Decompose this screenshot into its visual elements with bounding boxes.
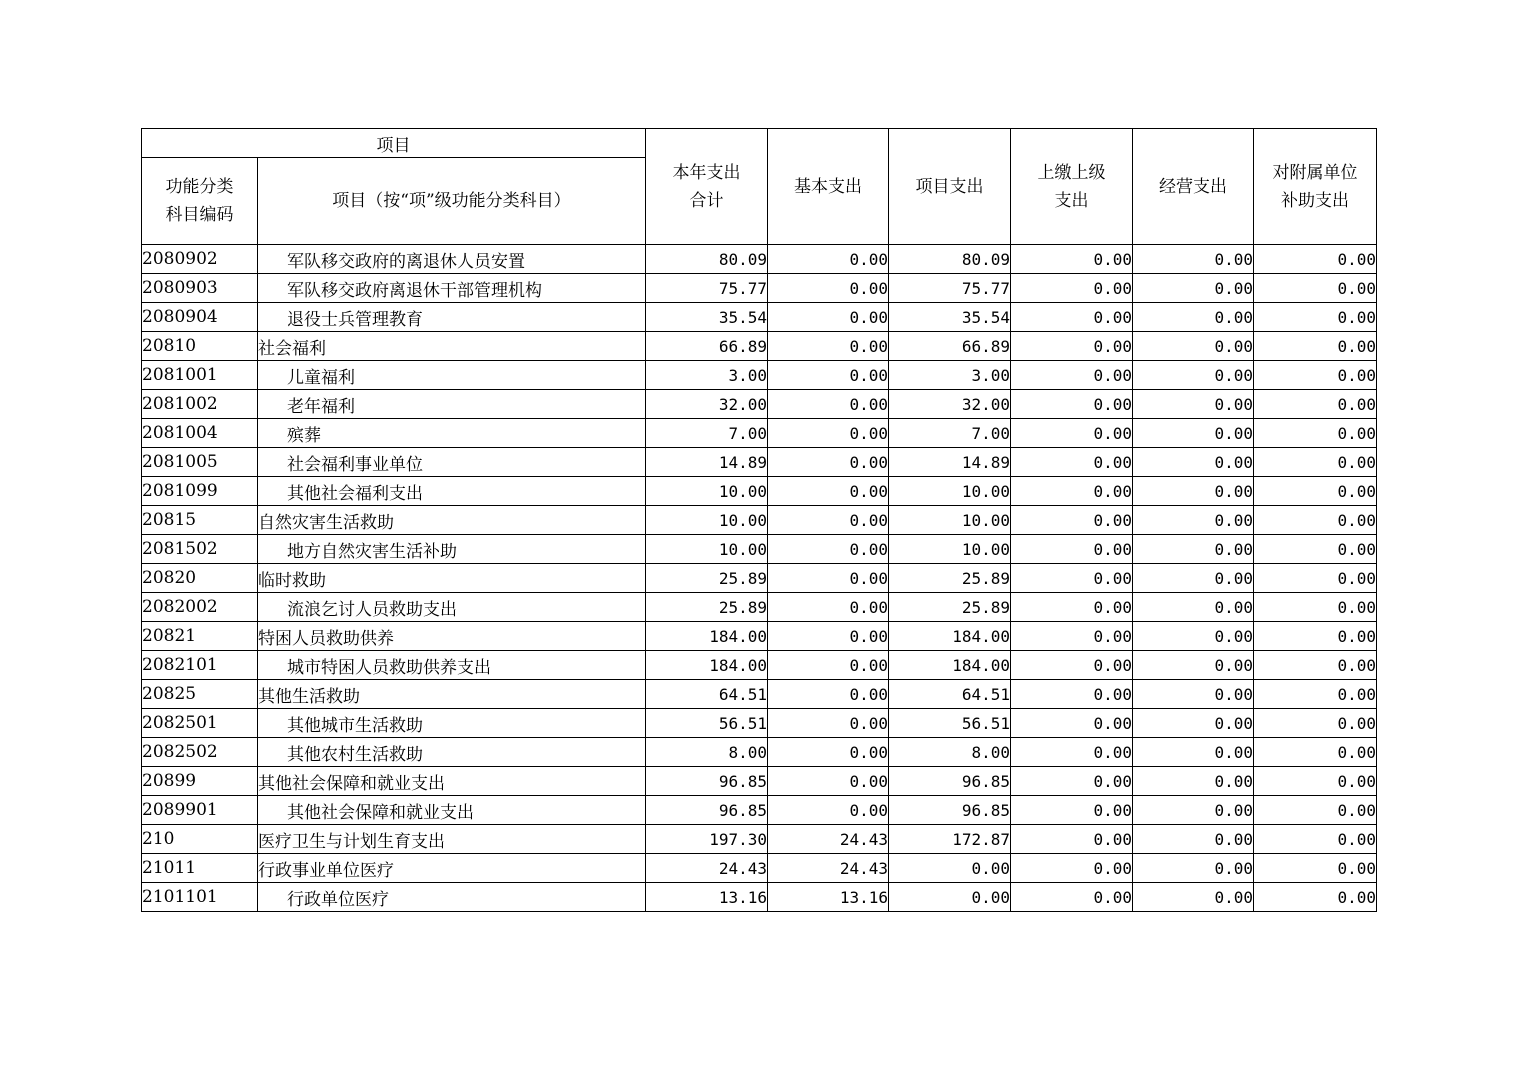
cell-project: 96.85 xyxy=(889,767,1011,796)
cell-total: 64.51 xyxy=(646,680,768,709)
cell-name: 退役士兵管理教育 xyxy=(258,303,646,332)
cell-subsidy: 0.00 xyxy=(1254,332,1377,361)
table-row xyxy=(142,796,1377,825)
header-total xyxy=(646,129,768,245)
cell-project: 3.00 xyxy=(889,361,1011,390)
cell-project: 10.00 xyxy=(889,506,1011,535)
cell-upper: 0.00 xyxy=(1011,477,1133,506)
cell-operating: 0.00 xyxy=(1133,390,1254,419)
cell-code: 2082101 xyxy=(142,651,258,680)
cell-total: 96.85 xyxy=(646,767,768,796)
table-row xyxy=(142,883,1377,912)
cell-upper: 0.00 xyxy=(1011,390,1133,419)
table-row xyxy=(142,564,1377,593)
cell-basic: 0.00 xyxy=(768,680,889,709)
header-basic: 基本支出 xyxy=(768,129,889,245)
table-row xyxy=(142,622,1377,651)
cell-basic: 0.00 xyxy=(768,332,889,361)
cell-total: 25.89 xyxy=(646,593,768,622)
cell-total: 10.00 xyxy=(646,506,768,535)
cell-upper: 0.00 xyxy=(1011,535,1133,564)
cell-total: 96.85 xyxy=(646,796,768,825)
cell-subsidy: 0.00 xyxy=(1254,419,1377,448)
cell-basic: 0.00 xyxy=(768,564,889,593)
cell-subsidy: 0.00 xyxy=(1254,883,1377,912)
header-code-line2: 科目编码 xyxy=(165,205,234,225)
header-total-line1: 本年支出 xyxy=(672,162,741,183)
table-row xyxy=(142,680,1377,709)
cell-subsidy: 0.00 xyxy=(1254,767,1377,796)
cell-operating: 0.00 xyxy=(1133,448,1254,477)
cell-name: 特困人员救助供养 xyxy=(258,622,646,651)
table-row xyxy=(142,390,1377,419)
cell-operating: 0.00 xyxy=(1133,796,1254,825)
cell-code: 20899 xyxy=(142,767,258,796)
cell-basic: 0.00 xyxy=(768,622,889,651)
cell-basic: 0.00 xyxy=(768,303,889,332)
cell-code: 210 xyxy=(142,825,258,854)
cell-name: 军队移交政府的离退休人员安置 xyxy=(258,245,646,274)
cell-project: 10.00 xyxy=(889,535,1011,564)
cell-code: 2081502 xyxy=(142,535,258,564)
cell-subsidy: 0.00 xyxy=(1254,825,1377,854)
cell-subsidy: 0.00 xyxy=(1254,477,1377,506)
cell-upper: 0.00 xyxy=(1011,854,1133,883)
cell-total: 32.00 xyxy=(646,390,768,419)
cell-project: 184.00 xyxy=(889,622,1011,651)
cell-code: 2080903 xyxy=(142,274,258,303)
header-total-line2: 合计 xyxy=(689,190,724,211)
cell-name: 地方自然灾害生活补助 xyxy=(258,535,646,564)
cell-project: 75.77 xyxy=(889,274,1011,303)
table-row xyxy=(142,448,1377,477)
cell-subsidy: 0.00 xyxy=(1254,709,1377,738)
cell-subsidy: 0.00 xyxy=(1254,274,1377,303)
cell-operating: 0.00 xyxy=(1133,477,1254,506)
cell-name: 其他农村生活救助 xyxy=(258,738,646,767)
cell-code: 2081004 xyxy=(142,419,258,448)
header-subsidy-line2: 补助支出 xyxy=(1281,190,1349,211)
cell-name: 社会福利事业单位 xyxy=(258,448,646,477)
cell-operating: 0.00 xyxy=(1133,535,1254,564)
table-row xyxy=(142,593,1377,622)
cell-upper: 0.00 xyxy=(1011,825,1133,854)
cell-code: 21011 xyxy=(142,854,258,883)
cell-code: 2081001 xyxy=(142,361,258,390)
cell-upper: 0.00 xyxy=(1011,767,1133,796)
cell-subsidy: 0.00 xyxy=(1254,738,1377,767)
table-row xyxy=(142,332,1377,361)
cell-total: 10.00 xyxy=(646,477,768,506)
cell-basic: 0.00 xyxy=(768,390,889,419)
cell-total: 184.00 xyxy=(646,622,768,651)
cell-basic: 0.00 xyxy=(768,738,889,767)
header-code-line1: 功能分类 xyxy=(165,177,234,197)
cell-project: 80.09 xyxy=(889,245,1011,274)
cell-project: 25.89 xyxy=(889,564,1011,593)
cell-project: 8.00 xyxy=(889,738,1011,767)
cell-total: 80.09 xyxy=(646,245,768,274)
cell-name: 行政事业单位医疗 xyxy=(258,854,646,883)
cell-upper: 0.00 xyxy=(1011,448,1133,477)
cell-name: 临时救助 xyxy=(258,564,646,593)
cell-code: 2080904 xyxy=(142,303,258,332)
cell-upper: 0.00 xyxy=(1011,245,1133,274)
cell-code: 20810 xyxy=(142,332,258,361)
cell-subsidy: 0.00 xyxy=(1254,303,1377,332)
cell-subsidy: 0.00 xyxy=(1254,390,1377,419)
cell-project: 56.51 xyxy=(889,709,1011,738)
header-upper-line2: 支出 xyxy=(1054,190,1089,211)
cell-code: 2082502 xyxy=(142,738,258,767)
table-row xyxy=(142,709,1377,738)
cell-name: 老年福利 xyxy=(258,390,646,419)
header-upper-line1: 上缴上级 xyxy=(1037,162,1106,183)
cell-basic: 24.43 xyxy=(768,825,889,854)
cell-basic: 0.00 xyxy=(768,361,889,390)
cell-operating: 0.00 xyxy=(1133,593,1254,622)
table-row xyxy=(142,419,1377,448)
cell-operating: 0.00 xyxy=(1133,361,1254,390)
cell-subsidy: 0.00 xyxy=(1254,593,1377,622)
cell-name: 其他社会福利支出 xyxy=(258,477,646,506)
cell-operating: 0.00 xyxy=(1133,709,1254,738)
cell-name: 其他社会保障和就业支出 xyxy=(258,796,646,825)
cell-code: 20815 xyxy=(142,506,258,535)
cell-project: 96.85 xyxy=(889,796,1011,825)
cell-total: 10.00 xyxy=(646,535,768,564)
cell-project: 10.00 xyxy=(889,477,1011,506)
cell-upper: 0.00 xyxy=(1011,274,1133,303)
cell-total: 7.00 xyxy=(646,419,768,448)
table-row xyxy=(142,506,1377,535)
cell-upper: 0.00 xyxy=(1011,883,1133,912)
table-row xyxy=(142,651,1377,680)
header-upper xyxy=(1011,129,1133,245)
cell-code: 20820 xyxy=(142,564,258,593)
cell-upper: 0.00 xyxy=(1011,622,1133,651)
cell-operating: 0.00 xyxy=(1133,303,1254,332)
cell-subsidy: 0.00 xyxy=(1254,506,1377,535)
cell-total: 14.89 xyxy=(646,448,768,477)
cell-subsidy: 0.00 xyxy=(1254,680,1377,709)
cell-upper: 0.00 xyxy=(1011,709,1133,738)
cell-basic: 0.00 xyxy=(768,796,889,825)
cell-operating: 0.00 xyxy=(1133,274,1254,303)
cell-total: 56.51 xyxy=(646,709,768,738)
cell-name: 其他生活救助 xyxy=(258,680,646,709)
cell-basic: 0.00 xyxy=(768,506,889,535)
table-row xyxy=(142,854,1377,883)
cell-code: 2081002 xyxy=(142,390,258,419)
cell-upper: 0.00 xyxy=(1011,651,1133,680)
cell-name: 军队移交政府离退休干部管理机构 xyxy=(258,274,646,303)
cell-subsidy: 0.00 xyxy=(1254,622,1377,651)
cell-total: 75.77 xyxy=(646,274,768,303)
cell-basic: 0.00 xyxy=(768,535,889,564)
cell-project: 0.00 xyxy=(889,883,1011,912)
cell-project: 32.00 xyxy=(889,390,1011,419)
cell-name: 城市特困人员救助供养支出 xyxy=(258,651,646,680)
cell-operating: 0.00 xyxy=(1133,622,1254,651)
cell-code: 2080902 xyxy=(142,245,258,274)
cell-upper: 0.00 xyxy=(1011,332,1133,361)
table-row xyxy=(142,274,1377,303)
header-subsidy-line1: 对附属单位 xyxy=(1272,162,1358,183)
cell-project: 0.00 xyxy=(889,854,1011,883)
cell-operating: 0.00 xyxy=(1133,680,1254,709)
cell-operating: 0.00 xyxy=(1133,651,1254,680)
cell-total: 13.16 xyxy=(646,883,768,912)
cell-operating: 0.00 xyxy=(1133,825,1254,854)
table-row xyxy=(142,767,1377,796)
cell-project: 7.00 xyxy=(889,419,1011,448)
table-row xyxy=(142,825,1377,854)
cell-name: 社会福利 xyxy=(258,332,646,361)
cell-basic: 0.00 xyxy=(768,767,889,796)
cell-basic: 0.00 xyxy=(768,709,889,738)
cell-project: 184.00 xyxy=(889,651,1011,680)
cell-basic: 0.00 xyxy=(768,651,889,680)
cell-subsidy: 0.00 xyxy=(1254,535,1377,564)
cell-total: 25.89 xyxy=(646,564,768,593)
cell-operating: 0.00 xyxy=(1133,564,1254,593)
cell-basic: 24.43 xyxy=(768,854,889,883)
cell-basic: 0.00 xyxy=(768,477,889,506)
cell-project: 14.89 xyxy=(889,448,1011,477)
cell-upper: 0.00 xyxy=(1011,506,1133,535)
cell-total: 35.54 xyxy=(646,303,768,332)
header-name: 项目（按“项”级功能分类科目） xyxy=(258,158,646,245)
cell-code: 2082002 xyxy=(142,593,258,622)
cell-upper: 0.00 xyxy=(1011,593,1133,622)
cell-upper: 0.00 xyxy=(1011,419,1133,448)
cell-total: 3.00 xyxy=(646,361,768,390)
cell-name: 儿童福利 xyxy=(258,361,646,390)
table-row xyxy=(142,303,1377,332)
cell-subsidy: 0.00 xyxy=(1254,448,1377,477)
cell-basic: 0.00 xyxy=(768,448,889,477)
cell-upper: 0.00 xyxy=(1011,796,1133,825)
cell-operating: 0.00 xyxy=(1133,854,1254,883)
cell-subsidy: 0.00 xyxy=(1254,245,1377,274)
table-row xyxy=(142,535,1377,564)
cell-upper: 0.00 xyxy=(1011,564,1133,593)
cell-operating: 0.00 xyxy=(1133,738,1254,767)
cell-code: 20821 xyxy=(142,622,258,651)
cell-name: 医疗卫生与计划生育支出 xyxy=(258,825,646,854)
cell-name: 殡葬 xyxy=(258,419,646,448)
header-operating: 经营支出 xyxy=(1133,129,1254,245)
table-row xyxy=(142,245,1377,274)
cell-total: 197.30 xyxy=(646,825,768,854)
cell-total: 184.00 xyxy=(646,651,768,680)
cell-basic: 0.00 xyxy=(768,419,889,448)
cell-project: 64.51 xyxy=(889,680,1011,709)
expenditure-table xyxy=(141,128,1377,912)
cell-operating: 0.00 xyxy=(1133,332,1254,361)
cell-upper: 0.00 xyxy=(1011,738,1133,767)
cell-operating: 0.00 xyxy=(1133,506,1254,535)
cell-operating: 0.00 xyxy=(1133,419,1254,448)
table-row xyxy=(142,738,1377,767)
cell-subsidy: 0.00 xyxy=(1254,651,1377,680)
cell-name: 其他社会保障和就业支出 xyxy=(258,767,646,796)
header-subsidy xyxy=(1254,129,1377,245)
table-body xyxy=(142,245,1377,912)
cell-basic: 0.00 xyxy=(768,245,889,274)
cell-name: 其他城市生活救助 xyxy=(258,709,646,738)
cell-project: 25.89 xyxy=(889,593,1011,622)
cell-total: 66.89 xyxy=(646,332,768,361)
cell-code: 2081005 xyxy=(142,448,258,477)
cell-upper: 0.00 xyxy=(1011,361,1133,390)
cell-operating: 0.00 xyxy=(1133,245,1254,274)
cell-subsidy: 0.00 xyxy=(1254,796,1377,825)
cell-total: 8.00 xyxy=(646,738,768,767)
cell-subsidy: 0.00 xyxy=(1254,361,1377,390)
cell-code: 2089901 xyxy=(142,796,258,825)
cell-name: 自然灾害生活救助 xyxy=(258,506,646,535)
cell-code: 2101101 xyxy=(142,883,258,912)
cell-subsidy: 0.00 xyxy=(1254,854,1377,883)
cell-subsidy: 0.00 xyxy=(1254,564,1377,593)
header-code xyxy=(142,158,258,245)
cell-code: 2082501 xyxy=(142,709,258,738)
cell-code: 20825 xyxy=(142,680,258,709)
table-row xyxy=(142,361,1377,390)
cell-project: 172.87 xyxy=(889,825,1011,854)
cell-operating: 0.00 xyxy=(1133,883,1254,912)
cell-upper: 0.00 xyxy=(1011,680,1133,709)
cell-basic: 0.00 xyxy=(768,274,889,303)
cell-total: 24.43 xyxy=(646,854,768,883)
cell-basic: 0.00 xyxy=(768,593,889,622)
cell-operating: 0.00 xyxy=(1133,767,1254,796)
cell-name: 流浪乞讨人员救助支出 xyxy=(258,593,646,622)
header-item: 项目 xyxy=(142,129,646,158)
cell-code: 2081099 xyxy=(142,477,258,506)
cell-project: 66.89 xyxy=(889,332,1011,361)
cell-upper: 0.00 xyxy=(1011,303,1133,332)
header-project: 项目支出 xyxy=(889,129,1011,245)
cell-project: 35.54 xyxy=(889,303,1011,332)
cell-basic: 13.16 xyxy=(768,883,889,912)
cell-name: 行政单位医疗 xyxy=(258,883,646,912)
table-row xyxy=(142,477,1377,506)
